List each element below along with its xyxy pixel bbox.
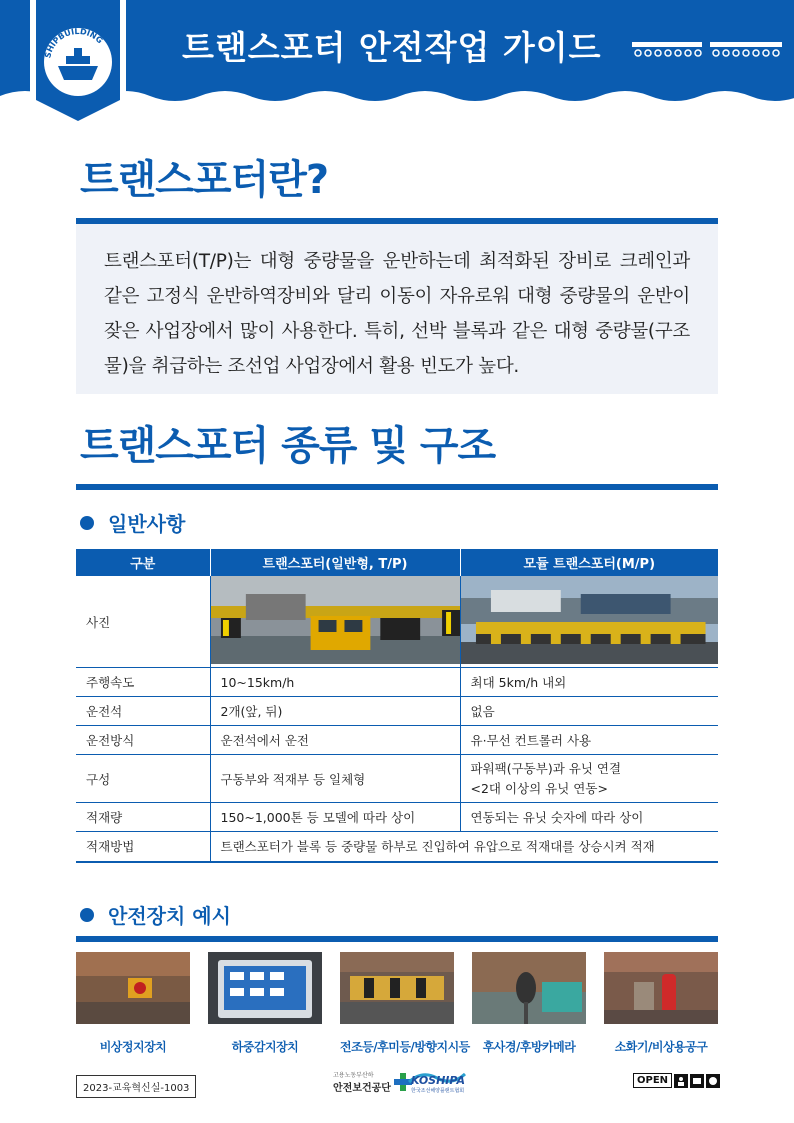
mp-value-line: <2대 이상의 유닛 연동> bbox=[470, 780, 608, 796]
row-label: 주행속도 bbox=[76, 668, 210, 697]
row-label: 적재방법 bbox=[76, 832, 210, 862]
mp-value: 연동되는 유닛 숫자에 따라 상이 bbox=[460, 803, 718, 832]
kosha-name: 안전보건공단 bbox=[333, 1083, 391, 1094]
row-label: 사진 bbox=[76, 576, 210, 668]
row-label: 운전석 bbox=[76, 697, 210, 726]
row-label: 구성 bbox=[76, 755, 210, 803]
mp-value-line: 파워팩(구동부)과 유닛 연결 bbox=[470, 760, 622, 776]
kosha-small-text: 고용노동부산하 bbox=[333, 1072, 374, 1079]
svg-text:SHIPBUILDING: SHIPBUILDING bbox=[43, 26, 105, 59]
koshipa-subtext: 한국조선해양플랜트협회 bbox=[411, 1088, 465, 1094]
bullet-icon bbox=[80, 908, 94, 922]
section-title-what-is: 트랜스포터란? bbox=[80, 157, 329, 203]
subsection-title: 일반사항 bbox=[108, 512, 186, 536]
module-transporter-photo bbox=[461, 576, 719, 664]
mp-value bbox=[460, 755, 718, 803]
koshipa-logo bbox=[407, 1068, 465, 1094]
row-label: 운전방식 bbox=[76, 726, 210, 755]
merged-value: 트랜스포터가 블록 등 중량물 하부로 진입하여 유압으로 적재대를 상승시켜 적재 bbox=[210, 832, 718, 862]
table-row bbox=[76, 697, 718, 726]
tp-value: 150~1,000톤 등 모델에 따라 상이 bbox=[210, 803, 460, 832]
safety-gallery bbox=[76, 952, 718, 1062]
tp-value: 운전석에서 운전 bbox=[210, 726, 460, 755]
gallery-caption: 비상정지장치 bbox=[99, 1040, 167, 1054]
table-row bbox=[76, 755, 718, 803]
tp-value: 구동부와 적재부 등 일체형 bbox=[210, 755, 460, 803]
section-title-types: 트랜스포터 종류 및 구조 bbox=[80, 423, 496, 469]
rear-mirror-photo bbox=[472, 952, 586, 1024]
gallery-item bbox=[340, 952, 470, 1055]
gallery-item bbox=[604, 952, 718, 1055]
fire-extinguisher-photo bbox=[604, 952, 718, 1024]
table-header: 모듈 트랜스포터(M/P) bbox=[460, 549, 718, 576]
table-header: 트랜스포터(일반형, T/P) bbox=[210, 549, 460, 576]
tp-value: 10~15km/h bbox=[210, 668, 460, 697]
emergency-stop-photo bbox=[76, 952, 190, 1024]
table-row bbox=[76, 803, 718, 832]
gallery-item bbox=[208, 952, 322, 1055]
koshipa-name: KOSHIPA bbox=[411, 1074, 465, 1087]
tp-value: 2개(앞, 뒤) bbox=[210, 697, 460, 726]
mp-value: 최대 5km/h 내외 bbox=[460, 668, 718, 697]
transporter-photo bbox=[211, 576, 460, 664]
table-row bbox=[76, 832, 718, 862]
open-label: OPEN bbox=[633, 1073, 672, 1088]
headlight-photo bbox=[340, 952, 454, 1024]
section-divider bbox=[76, 484, 718, 490]
intro-paragraph: 트랜스포터(T/P)는 대형 중량물을 운반하는데 최적화된 장비로 크레인과 같은 고정식 운반하역장비와 달리 이동이 자유로워 대형 중량물의 운반이 잦은 사업장에서 많이 사용한다. 특히, 선박 블록과 같은 대형 중량물(구조물)을 취급하는 조선업 사업장에서 활용 빈도가 높다. bbox=[104, 251, 690, 377]
mp-value: 없음 bbox=[460, 697, 718, 726]
page-title: 트랜스포터 안전작업 가이드 bbox=[182, 28, 602, 67]
spec-table bbox=[76, 549, 718, 863]
gallery-item bbox=[76, 952, 190, 1055]
table-row bbox=[76, 668, 718, 697]
table-row bbox=[76, 726, 718, 755]
load-sensor-photo bbox=[208, 952, 322, 1024]
gallery-item bbox=[472, 952, 586, 1055]
subsection-general bbox=[80, 508, 185, 537]
mp-value: 유·무선 컨트롤러 사용 bbox=[460, 726, 718, 755]
bullet-icon bbox=[80, 516, 94, 530]
row-label: 적재량 bbox=[76, 803, 210, 832]
document-code: 2023-교육혁신실-1003 bbox=[76, 1075, 196, 1098]
gallery-caption: 하중감지장치 bbox=[231, 1040, 299, 1054]
kosha-logo bbox=[333, 1070, 413, 1094]
intro-box bbox=[76, 224, 718, 394]
subsection-title: 안전장치 예시 bbox=[108, 904, 231, 928]
table-header-row bbox=[76, 549, 718, 576]
shipbuilding-badge-icon bbox=[30, 0, 126, 130]
table-row bbox=[76, 576, 718, 668]
gallery-caption: 전조등/후미등/방향지시등 bbox=[340, 1040, 470, 1054]
transporter-icon bbox=[632, 40, 782, 60]
gallery-caption: 후사경/후방카메라 bbox=[482, 1040, 576, 1054]
subsection-safety bbox=[80, 900, 231, 929]
table-header: 구분 bbox=[76, 549, 210, 576]
open-license-badge bbox=[633, 1073, 720, 1088]
license-icons bbox=[674, 1074, 720, 1088]
gallery-caption: 소화기/비상용공구 bbox=[614, 1040, 708, 1054]
section-divider bbox=[76, 936, 718, 942]
